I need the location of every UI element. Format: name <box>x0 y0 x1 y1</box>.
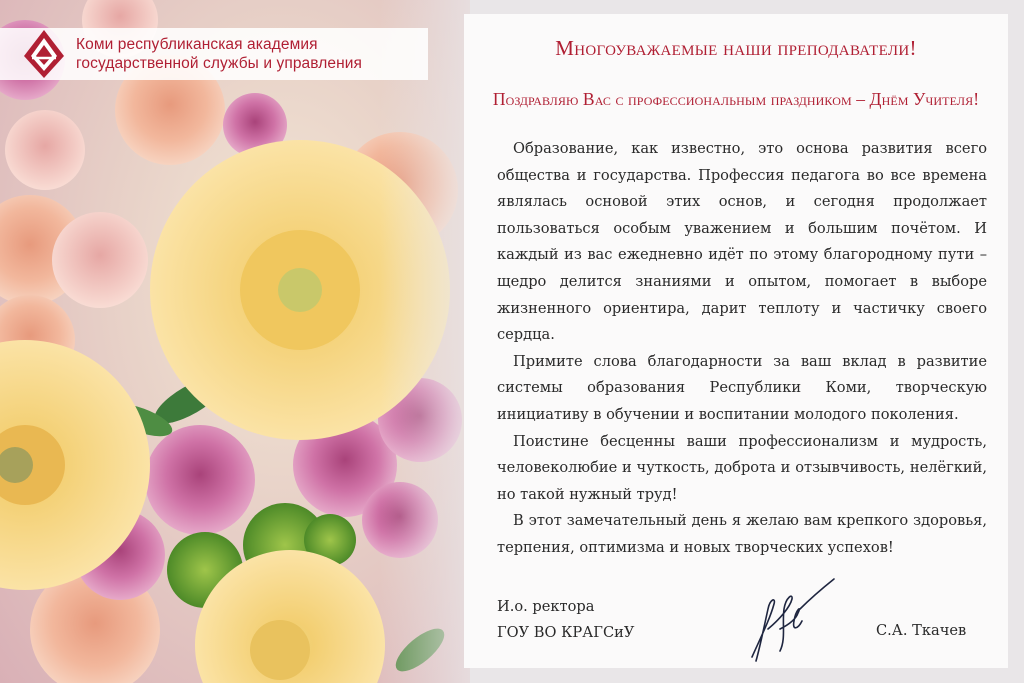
signer-name: С.А. Ткачев <box>876 622 967 639</box>
letter-title: Многоуважаемые наши преподаватели! <box>555 36 917 60</box>
letter-paragraph: Примите слова благодарности за ваш вклад в развитие системы образования Республики Коми, творческую инициативу в обучении и воспитании молодого поколения. <box>497 352 987 423</box>
academy-name-line1: Коми республиканская академия <box>76 36 318 53</box>
academy-name <box>76 35 362 73</box>
signer-position <box>497 594 634 646</box>
letter-paragraph: В этот замечательный день я желаю вам крепкого здоровья, терпения, оптимизма и новых творческих успехов! <box>497 512 987 556</box>
greeting-letter <box>464 14 1008 668</box>
letter-paragraph: Поистине бесценны ваши профессионализм и мудрость, человеколюбие и чуткость, доброта и отзывчивость, нелёгкий, но такой нужный труд! <box>497 432 987 503</box>
letter-body <box>497 136 987 562</box>
signer-title-line2: ГОУ ВО КРАГСиУ <box>497 624 635 641</box>
academy-name-line2: государственной службы и управления <box>76 55 363 72</box>
academy-logo-icon <box>22 28 66 80</box>
signer-title-line1: И.о. ректора <box>497 598 595 615</box>
academy-logo-banner <box>0 28 428 80</box>
handwritten-signature <box>740 569 840 669</box>
flower-bouquet-photo <box>0 0 470 683</box>
letter-paragraph: Образование, как известно, это основа развития всего общества и государства. Профессия педагога во все времена являлась основой этих основ, и сегодня продолжает пользоваться особым уважением и большим почётом. И каждый из вас ежедневно идёт по этому благородному пути – щедро делится знаниями и опытом, помогает в выборе жизненного ориентира, дарит теплоту и частичку своего сердца. <box>497 140 987 344</box>
letter-subtitle: Поздравляю Вас с профессиональным праздником – Днём Учителя! <box>492 89 980 109</box>
